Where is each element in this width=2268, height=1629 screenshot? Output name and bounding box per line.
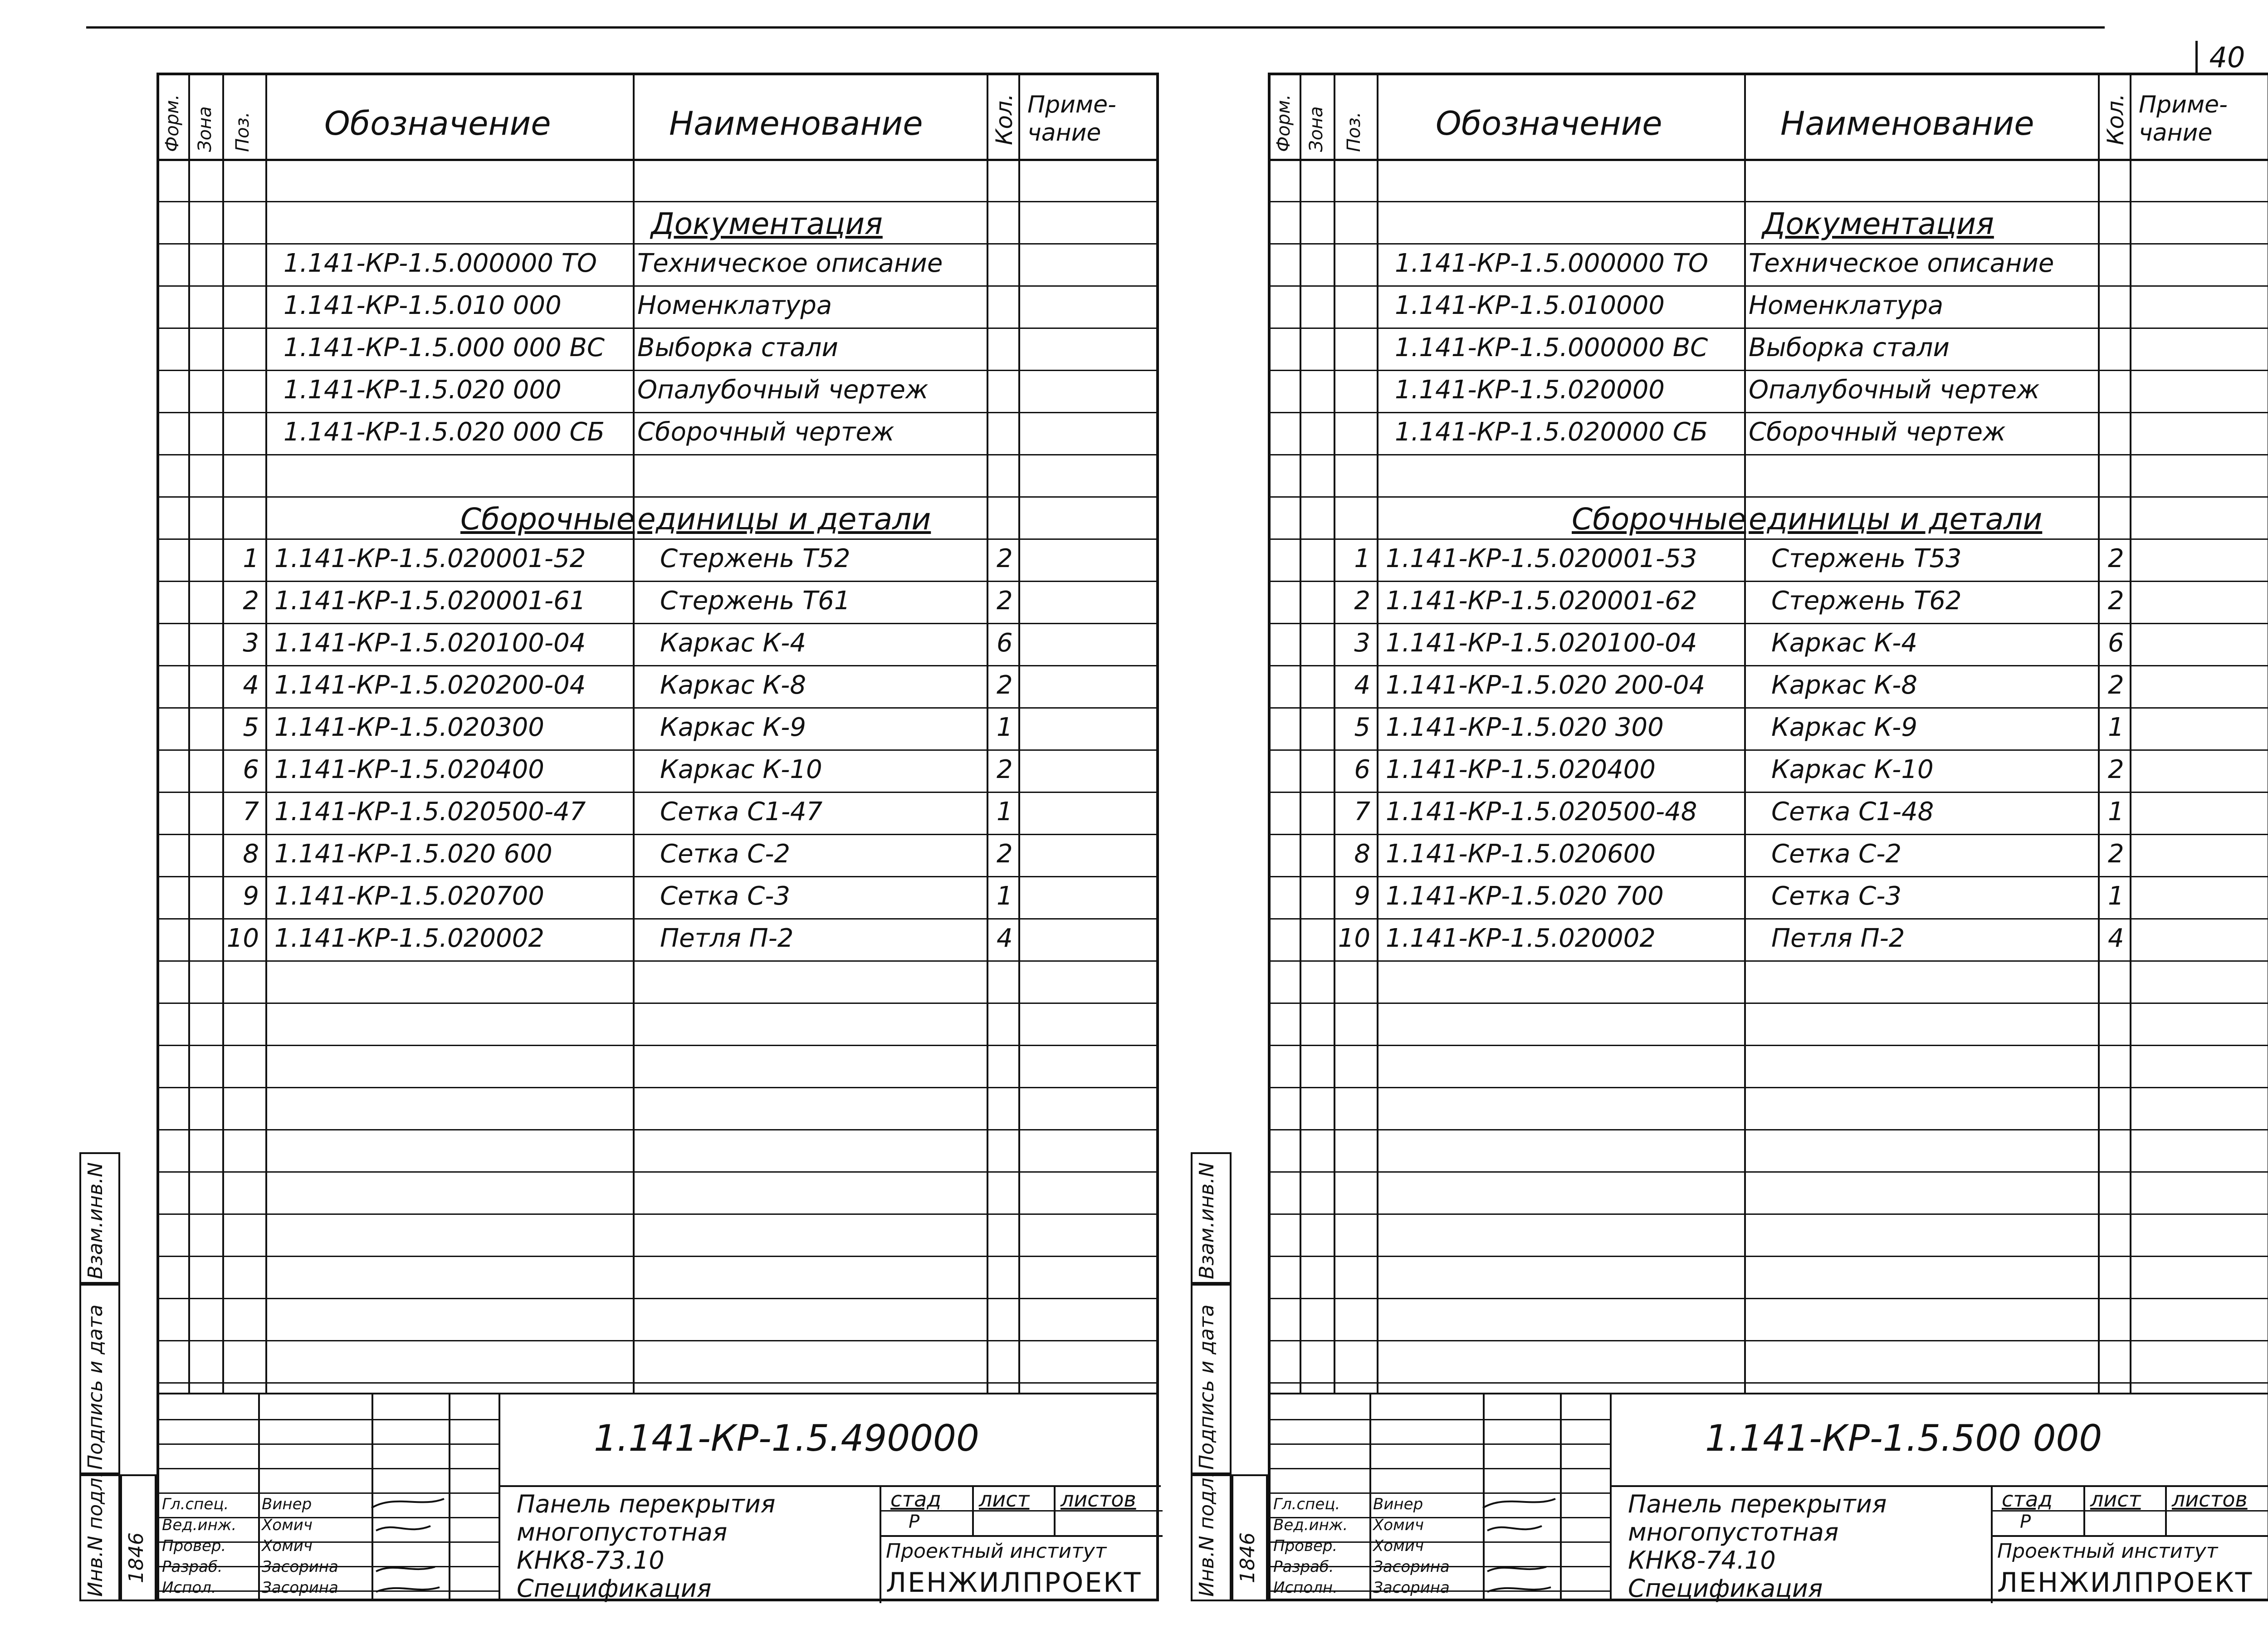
table-row bbox=[156, 538, 1159, 581]
part-name: Сетка С-2 bbox=[660, 839, 791, 869]
row-divider bbox=[1268, 496, 2268, 498]
row-divider bbox=[1268, 243, 2268, 245]
title-block-divider bbox=[1610, 1394, 1612, 1600]
part-qty: 6 bbox=[997, 628, 1013, 658]
role-person: Хомич bbox=[1373, 1537, 1424, 1555]
part-qty: 1 bbox=[997, 797, 1013, 827]
header-qty: Кол. bbox=[2102, 93, 2129, 145]
row-divider bbox=[156, 496, 1159, 498]
part-name: Петля П-2 bbox=[1771, 924, 1905, 953]
spec-sheet-right bbox=[1268, 73, 2268, 1601]
sidebar-podpis: Подпись и дата bbox=[84, 1304, 107, 1470]
section-documentation: Документация bbox=[1762, 206, 1994, 241]
sheet-label: лист bbox=[2090, 1487, 2141, 1512]
doc-code-title: 1.141-КР-1.5.500 000 bbox=[1705, 1417, 2102, 1459]
doc-name: Выборка стали bbox=[1749, 333, 1950, 362]
table-row bbox=[156, 834, 1159, 876]
part-pos: 8 bbox=[1354, 839, 1370, 869]
row-divider bbox=[1268, 1045, 2268, 1046]
part-qty: 1 bbox=[2108, 881, 2124, 911]
part-code: 1.141-КР-1.5.020 200-04 bbox=[1386, 670, 1706, 700]
role-person: Засорина bbox=[262, 1579, 338, 1597]
table-row bbox=[1268, 918, 2268, 960]
part-code: 1.141-КР-1.5.020500-47 bbox=[274, 797, 586, 827]
part-pos: 7 bbox=[243, 797, 259, 827]
row-divider bbox=[1268, 454, 2268, 455]
table-row bbox=[156, 581, 1159, 623]
row-divider bbox=[156, 1003, 1159, 1004]
title-block-row bbox=[1270, 1419, 1610, 1420]
sidebar-inv-podl: Инв.N подл. bbox=[1195, 1471, 1218, 1597]
part-name: Сетка С1-48 bbox=[1771, 797, 1934, 827]
row-divider bbox=[156, 285, 1159, 287]
org-line-1: Проектный институт bbox=[1997, 1540, 2218, 1563]
stage-grid-col bbox=[972, 1485, 974, 1535]
part-name: Каркас К-8 bbox=[1771, 670, 1917, 700]
part-code: 1.141-КР-1.5.020001-52 bbox=[274, 544, 586, 573]
table-row bbox=[1268, 538, 2268, 581]
stage-grid bbox=[880, 1485, 1163, 1603]
table-row bbox=[156, 623, 1159, 665]
page-number: 40 bbox=[2195, 41, 2257, 75]
part-name: Каркас К-4 bbox=[660, 628, 806, 658]
role-label: Вед.инж. bbox=[1273, 1516, 1348, 1534]
part-qty: 2 bbox=[997, 586, 1013, 616]
title-block-row bbox=[1270, 1468, 1610, 1469]
row-divider bbox=[156, 1382, 1159, 1384]
part-qty: 2 bbox=[997, 755, 1013, 784]
role-label: Вед.инж. bbox=[162, 1516, 237, 1534]
doc-title-line: Спецификация bbox=[1628, 1574, 1823, 1603]
stage-label: стад bbox=[890, 1487, 942, 1512]
table-row bbox=[156, 707, 1159, 749]
header-form: Форм. bbox=[162, 94, 183, 152]
doc-title-line: КНК8-73.10 bbox=[517, 1546, 665, 1575]
part-code: 1.141-КР-1.5.020500-48 bbox=[1386, 797, 1697, 827]
header-divider bbox=[156, 159, 1159, 161]
title-block-divider bbox=[1369, 1394, 1371, 1600]
header-note: Приме- чание bbox=[2139, 91, 2228, 147]
row-divider bbox=[156, 1298, 1159, 1299]
stage-grid-row bbox=[1993, 1535, 2268, 1537]
row-divider bbox=[1268, 285, 2268, 287]
row-divider bbox=[156, 1213, 1159, 1215]
stage-value: Р bbox=[909, 1512, 920, 1532]
role-person: Хомич bbox=[262, 1537, 313, 1555]
doc-title-line: КНК8-74.10 bbox=[1628, 1546, 1776, 1575]
part-name: Сетка С-2 bbox=[1771, 839, 1902, 869]
role-person: Засорина bbox=[262, 1558, 338, 1576]
part-code: 1.141-КР-1.5.020400 bbox=[1386, 755, 1656, 784]
doc-code: 1.141-КР-1.5.020 000 bbox=[284, 375, 562, 405]
header-zone: Зона bbox=[195, 106, 215, 152]
header-form: Форм. bbox=[1273, 94, 1294, 152]
part-qty: 2 bbox=[2108, 755, 2124, 784]
part-name: Каркас К-8 bbox=[660, 670, 806, 700]
part-pos: 6 bbox=[1354, 755, 1370, 784]
row-divider bbox=[1268, 1340, 2268, 1341]
table-row bbox=[156, 918, 1159, 960]
header-divider bbox=[1268, 159, 2268, 161]
part-name: Стержень Т61 bbox=[660, 586, 850, 616]
part-code: 1.141-КР-1.5.020700 bbox=[274, 881, 544, 911]
part-pos: 8 bbox=[243, 839, 259, 869]
part-name: Каркас К-10 bbox=[1771, 755, 1934, 784]
part-pos: 3 bbox=[243, 628, 259, 658]
part-pos: 4 bbox=[243, 670, 259, 700]
part-code: 1.141-КР-1.5.020400 bbox=[274, 755, 544, 784]
sidebar-inv-number: 1846 bbox=[125, 1532, 148, 1583]
header-designation: Обозначение bbox=[1436, 104, 1662, 142]
row-divider bbox=[1268, 1003, 2268, 1004]
role-person: Засорина bbox=[1373, 1558, 1450, 1576]
row-divider bbox=[1268, 1171, 2268, 1173]
doc-title-line: Панель перекрытия bbox=[517, 1490, 776, 1518]
title-block-divider bbox=[258, 1394, 260, 1600]
signature-scribbles bbox=[367, 1494, 449, 1599]
row-divider bbox=[156, 454, 1159, 455]
part-pos: 1 bbox=[243, 544, 259, 573]
part-pos: 6 bbox=[243, 755, 259, 784]
stage-grid-col bbox=[1054, 1485, 1056, 1535]
table-row bbox=[1268, 707, 2268, 749]
table-row bbox=[1268, 581, 2268, 623]
row-divider bbox=[1268, 1298, 2268, 1299]
sidebar-inv-podl: Инв.N подл. bbox=[84, 1471, 107, 1597]
doc-name: Сборочный чертеж bbox=[1749, 417, 2006, 447]
sheet-label: лист bbox=[979, 1487, 1030, 1512]
part-code: 1.141-КР-1.5.020002 bbox=[1386, 924, 1656, 953]
section-parts-a: Сборочные bbox=[1572, 502, 1746, 537]
role-person: Винер bbox=[262, 1495, 312, 1513]
sheets-label: листов bbox=[1061, 1487, 1136, 1512]
part-qty: 1 bbox=[2108, 713, 2124, 742]
part-pos: 5 bbox=[1354, 713, 1370, 742]
part-name: Петля П-2 bbox=[660, 924, 794, 953]
sidebar-vzam: Взам.инв.N bbox=[1195, 1162, 1218, 1279]
sidebar-vzam: Взам.инв.N bbox=[84, 1162, 107, 1279]
row-divider bbox=[156, 201, 1159, 202]
doc-code: 1.141-КР-1.5.000000 ТО bbox=[284, 249, 597, 278]
part-pos: 5 bbox=[243, 713, 259, 742]
doc-name: Техническое описание bbox=[1749, 249, 2054, 278]
row-divider bbox=[1268, 1129, 2268, 1130]
row-divider bbox=[156, 412, 1159, 413]
row-divider bbox=[1268, 412, 2268, 413]
part-name: Каркас К-10 bbox=[660, 755, 822, 784]
table-row bbox=[1268, 749, 2268, 792]
header-pos: Поз. bbox=[232, 112, 253, 152]
stage-value: Р bbox=[2020, 1512, 2031, 1532]
doc-title-line: Панель перекрытия bbox=[1628, 1490, 1887, 1518]
doc-name: Номенклатура bbox=[1749, 291, 1944, 320]
section-parts-a: Сборочные bbox=[460, 502, 635, 537]
table-row bbox=[156, 876, 1159, 918]
part-code: 1.141-КР-1.5.020 600 bbox=[274, 839, 552, 869]
header-zone: Зона bbox=[1306, 106, 1327, 152]
part-pos: 1 bbox=[1354, 544, 1370, 573]
row-divider bbox=[156, 1129, 1159, 1130]
part-code: 1.141-КР-1.5.020001-61 bbox=[274, 586, 586, 616]
header-name: Наименование bbox=[1780, 104, 2034, 142]
title-block-divider bbox=[1560, 1394, 1562, 1600]
part-pos: 10 bbox=[226, 924, 259, 953]
role-label: Разраб. bbox=[1273, 1558, 1334, 1576]
role-person: Засорина bbox=[1373, 1579, 1450, 1597]
part-pos: 3 bbox=[1354, 628, 1370, 658]
spec-sheet-left bbox=[156, 73, 1159, 1601]
doc-name: Опалубочный чертеж bbox=[637, 375, 929, 405]
part-code: 1.141-КР-1.5.020300 bbox=[274, 713, 544, 742]
part-pos: 9 bbox=[243, 881, 259, 911]
header-designation: Обозначение bbox=[324, 104, 551, 142]
row-divider bbox=[1268, 201, 2268, 202]
part-code: 1.141-КР-1.5.020 700 bbox=[1386, 881, 1664, 911]
row-divider bbox=[1268, 1213, 2268, 1215]
header-name: Наименование bbox=[669, 104, 923, 142]
part-pos: 9 bbox=[1354, 881, 1370, 911]
part-code: 1.141-КР-1.5.020100-04 bbox=[1386, 628, 1697, 658]
header-note: Приме- чание bbox=[1027, 91, 1116, 147]
part-pos: 7 bbox=[1354, 797, 1370, 827]
part-name: Сетка С1-47 bbox=[660, 797, 823, 827]
part-code: 1.141-КР-1.5.020002 bbox=[274, 924, 544, 953]
row-divider bbox=[156, 1340, 1159, 1341]
doc-code: 1.141-КР-1.5.020000 СБ bbox=[1395, 417, 1708, 447]
row-divider bbox=[1268, 1382, 2268, 1384]
part-qty: 1 bbox=[997, 881, 1013, 911]
doc-title-line: Спецификация bbox=[517, 1574, 712, 1603]
part-name: Каркас К-9 bbox=[660, 713, 806, 742]
part-qty: 2 bbox=[2108, 544, 2124, 573]
row-divider bbox=[1268, 328, 2268, 329]
row-divider bbox=[1268, 960, 2268, 962]
part-pos: 4 bbox=[1354, 670, 1370, 700]
part-name: Каркас К-9 bbox=[1771, 713, 1917, 742]
part-pos: 2 bbox=[1354, 586, 1370, 616]
part-pos: 2 bbox=[243, 586, 259, 616]
row-divider bbox=[1268, 1256, 2268, 1257]
doc-code: 1.141-КР-1.5.010000 bbox=[1395, 291, 1665, 320]
part-qty: 1 bbox=[2108, 797, 2124, 827]
side-stamp bbox=[79, 1152, 156, 1601]
table-row bbox=[1268, 792, 2268, 834]
title-block-row bbox=[1270, 1443, 1610, 1445]
doc-name: Техническое описание bbox=[637, 249, 943, 278]
part-pos: 10 bbox=[1338, 924, 1370, 953]
part-qty: 1 bbox=[997, 713, 1013, 742]
row-divider bbox=[156, 243, 1159, 245]
doc-code: 1.141-КР-1.5.000000 ВС bbox=[1395, 333, 1708, 362]
org-line-1: Проектный институт bbox=[886, 1540, 1107, 1563]
signature-scribbles bbox=[1478, 1494, 1560, 1599]
role-label: Провер. bbox=[162, 1537, 226, 1555]
header-pos: Поз. bbox=[1344, 112, 1364, 152]
part-code: 1.141-КР-1.5.020200-04 bbox=[274, 670, 586, 700]
section-parts-b: единицы и детали bbox=[1749, 502, 2043, 537]
part-code: 1.141-КР-1.5.020600 bbox=[1386, 839, 1656, 869]
part-name: Сетка С-3 bbox=[1771, 881, 1902, 911]
title-block-row bbox=[158, 1419, 499, 1420]
part-qty: 4 bbox=[997, 924, 1013, 953]
doc-name: Опалубочный чертеж bbox=[1749, 375, 2040, 405]
doc-code: 1.141-КР-1.5.020 000 СБ bbox=[284, 417, 605, 447]
role-label: Разраб. bbox=[162, 1558, 223, 1576]
role-label: Гл.спец. bbox=[1273, 1495, 1340, 1513]
row-divider bbox=[156, 1171, 1159, 1173]
table-row bbox=[1268, 665, 2268, 707]
part-name: Каркас К-4 bbox=[1771, 628, 1917, 658]
title-block bbox=[1268, 1393, 2268, 1601]
stage-label: стад bbox=[2002, 1487, 2053, 1512]
part-code: 1.141-КР-1.5.020001-62 bbox=[1386, 586, 1697, 616]
table-row bbox=[1268, 876, 2268, 918]
doc-name: Сборочный чертеж bbox=[637, 417, 894, 447]
role-person: Хомич bbox=[1373, 1516, 1424, 1534]
part-qty: 2 bbox=[997, 544, 1013, 573]
side-stamp bbox=[1191, 1152, 1268, 1601]
row-divider bbox=[156, 370, 1159, 371]
doc-code-title: 1.141-КР-1.5.490000 bbox=[594, 1417, 979, 1459]
title-block-row bbox=[158, 1468, 499, 1469]
row-divider bbox=[156, 960, 1159, 962]
part-qty: 2 bbox=[2108, 586, 2124, 616]
part-name: Стержень Т52 bbox=[660, 544, 850, 573]
sheets-label: листов bbox=[2172, 1487, 2248, 1512]
doc-code: 1.141-КР-1.5.010 000 bbox=[284, 291, 562, 320]
doc-name: Выборка стали bbox=[637, 333, 838, 362]
row-divider bbox=[156, 1256, 1159, 1257]
org-line-2: ЛЕНЖИЛПРОЕКТ bbox=[886, 1567, 1142, 1599]
part-qty: 2 bbox=[2108, 839, 2124, 869]
part-code: 1.141-КР-1.5.020100-04 bbox=[274, 628, 586, 658]
role-person: Винер bbox=[1373, 1495, 1423, 1513]
part-name: Стержень Т62 bbox=[1771, 586, 1962, 616]
stage-grid-col bbox=[2083, 1485, 2085, 1535]
part-name: Стержень Т53 bbox=[1771, 544, 1962, 573]
role-label: Гл.спец. bbox=[162, 1495, 229, 1513]
stage-grid bbox=[1991, 1485, 2268, 1603]
row-divider bbox=[156, 1045, 1159, 1046]
title-block-divider bbox=[499, 1394, 500, 1600]
table-row bbox=[156, 665, 1159, 707]
row-divider bbox=[1268, 1087, 2268, 1088]
row-divider bbox=[156, 328, 1159, 329]
sidebar-podpis: Подпись и дата bbox=[1195, 1304, 1218, 1470]
header-qty: Кол. bbox=[991, 93, 1017, 145]
stage-grid-row bbox=[881, 1535, 1163, 1537]
part-qty: 2 bbox=[997, 839, 1013, 869]
role-person: Хомич bbox=[262, 1516, 313, 1534]
part-name: Сетка С-3 bbox=[660, 881, 791, 911]
title-block bbox=[156, 1393, 1159, 1601]
doc-title-line: многопустотная bbox=[1628, 1518, 1839, 1546]
top-rule bbox=[86, 26, 2105, 29]
part-qty: 2 bbox=[997, 670, 1013, 700]
row-divider bbox=[156, 1087, 1159, 1088]
row-divider bbox=[1268, 370, 2268, 371]
part-code: 1.141-КР-1.5.020001-53 bbox=[1386, 544, 1697, 573]
doc-name: Номенклатура bbox=[637, 291, 832, 320]
sidebar-inv-number: 1846 bbox=[1236, 1532, 1259, 1583]
section-documentation: Документация bbox=[651, 206, 883, 241]
table-row bbox=[1268, 623, 2268, 665]
part-qty: 2 bbox=[2108, 670, 2124, 700]
org-line-2: ЛЕНЖИЛПРОЕКТ bbox=[1997, 1567, 2253, 1599]
doc-code: 1.141-КР-1.5.000000 ТО bbox=[1395, 249, 1708, 278]
table-row bbox=[156, 792, 1159, 834]
doc-code: 1.141-КР-1.5.000 000 ВС bbox=[284, 333, 605, 362]
part-code: 1.141-КР-1.5.020 300 bbox=[1386, 713, 1664, 742]
stage-grid-col bbox=[2165, 1485, 2167, 1535]
section-parts-b: единицы и детали bbox=[637, 502, 931, 537]
table-row bbox=[156, 749, 1159, 792]
title-block-row bbox=[1270, 1492, 1610, 1494]
role-label: Провер. bbox=[1273, 1537, 1338, 1555]
role-label: Исполн. bbox=[1273, 1579, 1338, 1597]
part-qty: 4 bbox=[2108, 924, 2124, 953]
title-block-row bbox=[158, 1492, 499, 1494]
title-block-row bbox=[158, 1443, 499, 1445]
table-row bbox=[1268, 834, 2268, 876]
title-block-divider bbox=[449, 1394, 450, 1600]
doc-title-line: многопустотная bbox=[517, 1518, 728, 1546]
part-qty: 6 bbox=[2108, 628, 2124, 658]
doc-code: 1.141-КР-1.5.020000 bbox=[1395, 375, 1665, 405]
role-label: Испол. bbox=[162, 1579, 216, 1597]
